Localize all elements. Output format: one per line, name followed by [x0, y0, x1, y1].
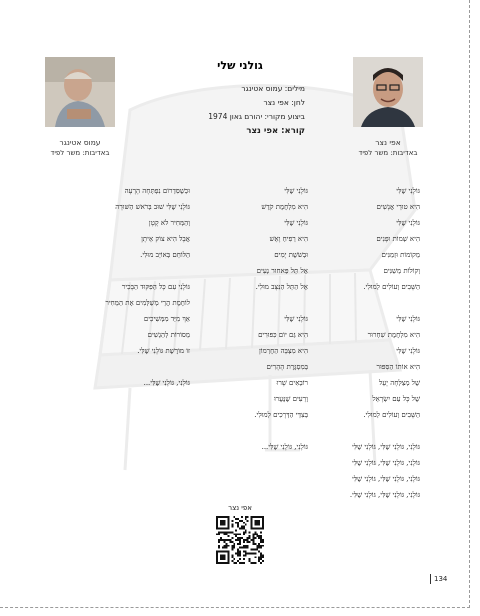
lyric-line: הִיא מִצְבֵּה הַחֶרְמוֹן [258, 347, 308, 355]
lyrics-column-middle [215, 183, 308, 455]
composer-name: אפי נצר [375, 138, 401, 147]
reader-credit: קורא: אפי נצר [246, 126, 305, 136]
lyric-line: גּוֹלָנִי עִם כָּל הַפִּקּוּד הַבָּכִיר [121, 283, 190, 291]
lyric-line: גּוֹלָנִי שֶׁלִּי [284, 219, 308, 227]
lyric-line: אֶל תֵּל פַּאחוּר נְעִים [256, 267, 308, 275]
photo-lyricist [45, 57, 115, 127]
lyric-line: גּוֹלָנִי, גּוֹלָנִי שֶׁלִּי, גּוֹלָנִי שֶׁלִּי [352, 475, 420, 483]
lyric-line: הִיא גַּם יוֹם כִּפּוּרִים [258, 331, 308, 339]
caption-composer [333, 138, 443, 158]
lyric-line: הִיא שְׁמוֹת וּפָנִים [376, 235, 420, 243]
caption-lyricist [25, 138, 135, 158]
stanza-gap [322, 295, 420, 311]
lyric-line: בְּמִסְגֶּרֶת הָהָרִים [266, 363, 308, 371]
lyrics-column-right [322, 183, 420, 503]
lyric-line: גּוֹלָנִי, גּוֹלָנִי שֶׁלִּי, גּוֹלָנִי שֶׁלִּי [352, 443, 420, 451]
composer-photo-source: באדיבות: משר לפיד [358, 149, 418, 157]
photo-composer [353, 57, 423, 127]
lyrics-credit: מילים: עמוס אטינגר [241, 84, 305, 93]
stanza-gap [322, 423, 420, 439]
lyric-line: לוֹחֶמֶת הֲרֵי מְשַׁלְּמִים אֶת הַמְּחִיר [105, 299, 190, 307]
lyric-line: אַךְ מִיַּד מִמְּשִׁיכִים [143, 315, 190, 323]
lyric-line: וְקוֹלוֹת מְשַׁנִּים [383, 267, 420, 275]
lyrics-column-left [60, 183, 190, 391]
lyric-line: הַלּוֹחֵם בְּאוֹיֵב מוּלִי. [140, 251, 190, 259]
lyric-line: גּוֹלָנִי, גּוֹלָנִי שֶׁלִּי, גּוֹלָנִי שֶׁלִּי. [349, 491, 420, 499]
lyric-line: וְרֵעִים שֶׁנֶּעֶרוּ [273, 395, 308, 403]
lyric-line: גּוֹלָנִי שֶׁלִּי [396, 347, 420, 355]
stanza-gap [60, 263, 190, 279]
qr-code-icon[interactable] [216, 516, 264, 564]
lyric-line: שֶׁל כָּל עַם יִשְׂרָאֵל [372, 395, 420, 403]
original-performance: ביצוע מקורי: יהורם גאון 1974 [208, 112, 305, 121]
song-credits [170, 82, 305, 138]
lyric-line: מְקוֹמוֹת וּזְמַנִּים [381, 251, 420, 259]
lyric-line: הַשָּׁבִים וְעוֹלִים לְמוּלִי. [363, 283, 420, 291]
lyric-line: גּוֹלָנִי, גּוֹלָנִי שֶׁלִּי... [261, 443, 308, 451]
lyric-line: שֶׁל מְצַלְּחָה יָעֵל [378, 379, 420, 387]
lyric-line: גּוֹלָנִי שֶׁלִּי שׁוּב בְּרֹאשׁ הַשּׁוּרָה [115, 203, 190, 211]
lyric-line: הַשָּׁבִים וְעוֹלִים לְמוּלִי. [363, 411, 420, 419]
music-credit: לחן: אפי נצר [263, 98, 305, 107]
lyric-line: הִיא רְפִיחַ וָאֵשׁ [269, 235, 308, 243]
lyric-line: גּוֹלָנִי, גּוֹלָנִי שֶׁלִּי... [143, 379, 190, 387]
lyric-line: אֶל הַתֵּל הַנִּצָּב מוּלִי. [255, 283, 308, 291]
stanza-gap [215, 423, 308, 439]
stanza-gap [60, 359, 190, 375]
lyric-line: מְסוֹרוֹת לְהַגְשִׁים [147, 331, 190, 339]
lyric-line: זוֹ מוֹרֶשֶׁת גּוֹלָנִי שֶׁלִּי. [137, 347, 190, 355]
portrait-icon [45, 57, 115, 127]
lyric-line: הִיא טוּרֵי אֲנָשִׁים [376, 203, 420, 211]
lyric-line: הִיא מִלְחֶמֶת שִׁחְרוּר [367, 331, 420, 339]
lyric-line: הִיא אוֹתוֹ הַסִּפּוּר [376, 363, 420, 371]
lyric-line: וּבְשֹׁשֶׁת יָמִים [274, 251, 308, 259]
portrait-icon [353, 57, 423, 127]
lyric-line: גּוֹלָנִי שֶׁלִּי [396, 187, 420, 195]
lyric-line: גּוֹלָנִי, גּוֹלָנִי שֶׁלִּי, גּוֹלָנִי שֶׁלִּי [352, 459, 420, 467]
lyricist-photo-source: באדיבות: משר לפיד [50, 149, 110, 157]
page-number: 134 [430, 574, 447, 584]
lyric-line: גּוֹלָנִי שֶׁלִּי [396, 219, 420, 227]
stanza-gap [215, 295, 308, 311]
song-title: גולני שלי [217, 59, 263, 72]
lyric-line: גּוֹלָנִי שֶׁלִּי [396, 315, 420, 323]
lyric-line: גּוֹלָנִי שֶׁלִּי [284, 187, 308, 195]
lyric-line: הִיא מִלְחֶמֶת קֹדֶשׁ [261, 203, 308, 211]
qr-label: אפי נצר [228, 504, 252, 512]
lyric-line: וְהַמְּחִיר לֹא קָטָן [148, 219, 190, 227]
lyric-line: אֲבָל הִיא צוֹק אֵיתָן [141, 235, 190, 243]
lyric-line: רוֹבְאִים שָׁרוּ [276, 379, 308, 387]
lyric-line: גּוֹלָנִי שֶׁלִּי [284, 315, 308, 323]
lyric-line: וּכְשֶׁסִּדְרוֹם נִפְתְּחָה הָרָעָה [124, 187, 190, 195]
lyricist-name: עמוס אטינגר [59, 138, 101, 147]
lyric-line: בְּצִדֵּי הַדְּרָכִים לְמוּלִי. [254, 411, 308, 419]
